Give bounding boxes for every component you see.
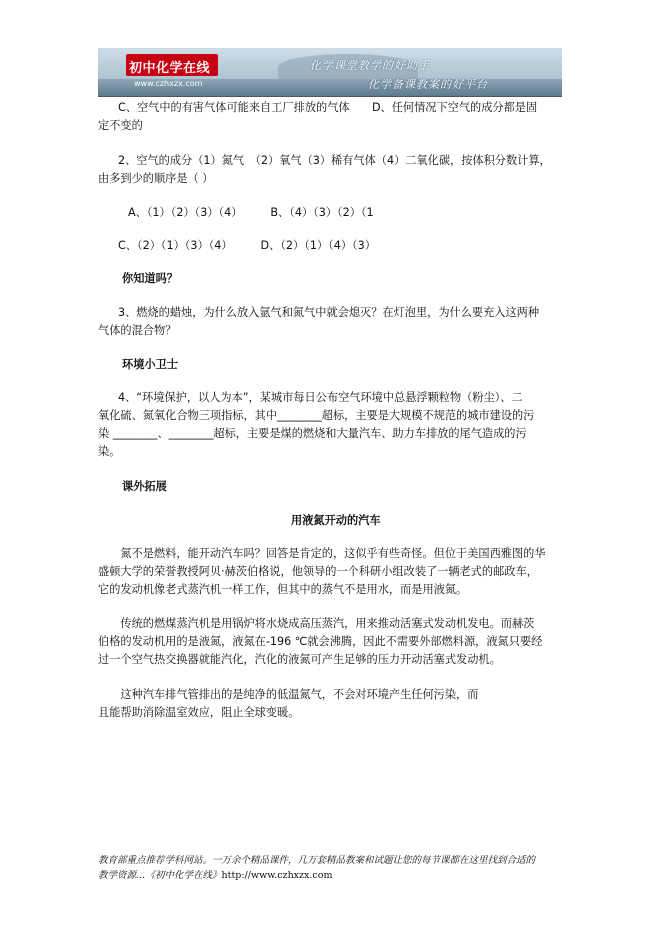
- header-banner: [98, 48, 562, 96]
- page-footer: [98, 853, 535, 883]
- question-3-continuation: 气体的混合物？: [98, 324, 177, 337]
- footer-line-2: [98, 868, 535, 883]
- question-2: 2、空气的成分（1）氮气 （2）氧气（3）稀有气体（4）二氧化碳，按体积分数计算，: [118, 154, 551, 167]
- article-paragraph-1-line-1: 氮不是燃料，能开动汽车吗？回答是肯定的，这似乎有些奇怪。但位于美国西雅图的华: [98, 547, 546, 560]
- site-logo-url: www.czhxzx.com: [134, 79, 203, 88]
- article-paragraph-2-line-1: 传统的燃煤蒸汽机是用锅炉将水烧成高压蒸汽，用来推动活塞式发动机发电。而赫茨: [98, 617, 535, 630]
- footer-line-1: 教育部重点推荐学科网站。一万余个精品课件，几万套精品教案和试题让您的每节课都在这里找到合适的: [98, 855, 536, 866]
- article-paragraph-3-line-2: 且能帮助消除温室效应，阻止全球变暖。: [98, 706, 300, 719]
- section-heading-extra: 课外拓展: [122, 480, 167, 493]
- footer-site-name: 教学资源…《初中化学在线》: [98, 870, 222, 881]
- banner-slogan-2: 化学备课教案的好平台: [368, 78, 488, 91]
- article-paragraph-1-line-2: 盛顿大学的荣誉教授阿贝·赫茨伯格说，他领导的一个科研小组改装了一辆老式的邮政车，: [98, 565, 538, 578]
- header-divider: [98, 96, 562, 97]
- site-logo-text: 初中化学在线: [129, 61, 211, 76]
- article-paragraph-2-line-2: 伯格的发动机用的是液氮，液氮在-196 ℃就会沸腾，因此不需要外部燃料源，液氮只要经: [98, 635, 543, 648]
- question-4-line-3: 染 ________、________超标，主要是煤的燃烧和大量汽车、助力车排放的尾气造成的污: [98, 427, 527, 440]
- question-2-continuation: 由多到少的顺序是（ ）: [98, 172, 214, 185]
- article-paragraph-1-line-3: 它的发动机像老式蒸汽机一样工作，但其中的蒸气不是用水，而是用液氮。: [98, 583, 468, 596]
- question-3: 3、燃烧的蜡烛，为什么放入氩气和氮气中就会熄灭？在灯泡里，为什么要充入这两种: [118, 306, 540, 319]
- q2-options-cd: C、（2）（1）（3）（4） D、（2）（1）（4）（3）: [118, 239, 376, 252]
- banner-slogan-1: 化学课堂教学的好助手: [310, 59, 430, 72]
- section-heading-know: 你知道吗？: [122, 272, 178, 285]
- q1-continuation: 定不变的: [98, 119, 143, 132]
- footer-link[interactable]: http://www.czhxzx.com: [221, 870, 333, 881]
- article-paragraph-3-line-1: 这种汽车排气管排出的是纯净的低温氮气，不会对环境产生任何污染，而: [98, 688, 479, 701]
- question-4-line-4: 染。: [98, 445, 121, 458]
- q2-options-ab: A、（1）（2）（3）（4） B、（4）（3）（2）（1: [128, 206, 374, 219]
- question-4-line-2: 氧化硫、氮氧化合物三项指标，其中________超标，主要是大规模不规范的城市建设的污: [98, 409, 535, 422]
- q1-option-cd: C、空气中的有害气体可能来自工厂排放的气体 D、任何情况下空气的成分都是固: [118, 101, 538, 114]
- article-paragraph-2-line-3: 过一个空气热交换器就能汽化，汽化的液氮可产生足够的压力开动活塞式发动机。: [98, 653, 501, 666]
- section-heading-environment: 环境小卫士: [122, 358, 178, 371]
- article-title: 用液氮开动的汽车: [291, 514, 381, 527]
- question-4: 4、“环境保护，以人为本”，某城市每日公布空气环境中总悬浮颗粒物（粉尘）、二: [118, 391, 523, 404]
